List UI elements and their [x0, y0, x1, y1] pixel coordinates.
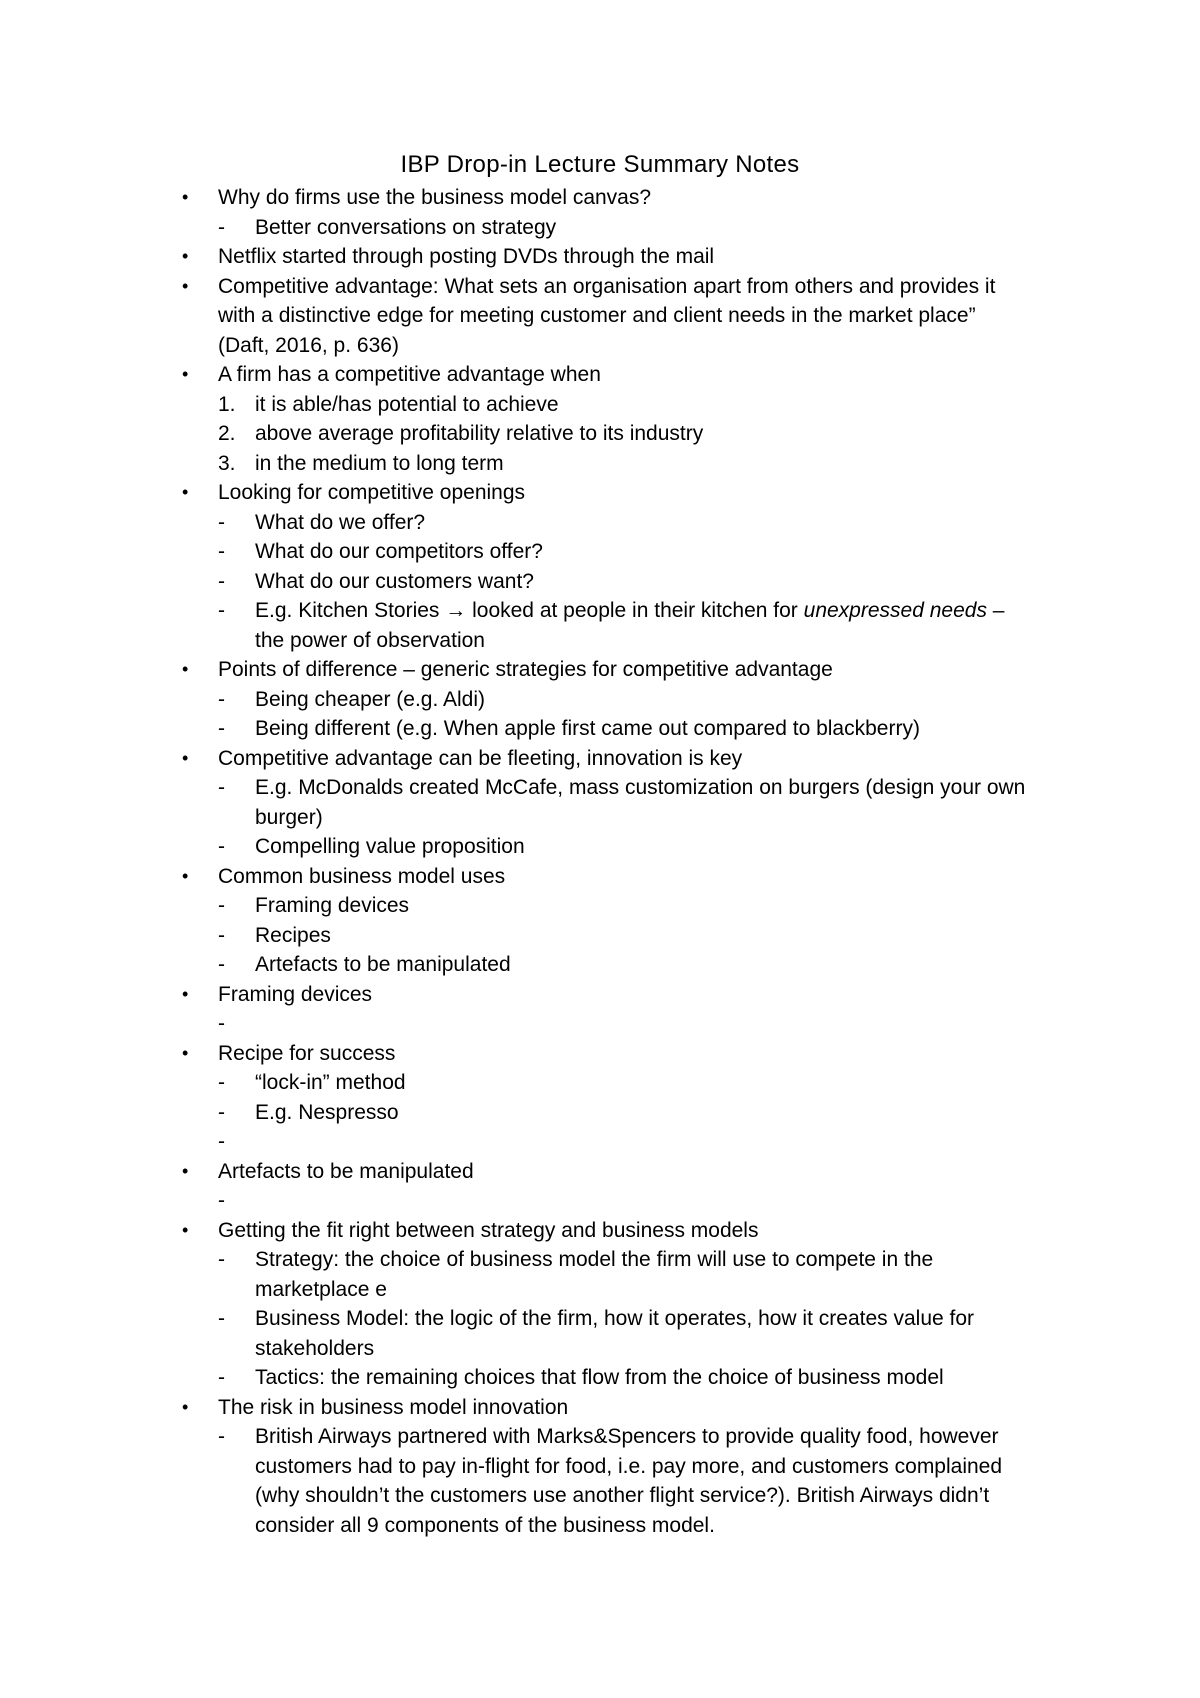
line-text: customers had to pay in-flight for food, i.e. pay more, and customers complained: [255, 1454, 1003, 1478]
line-text: Better conversations on strategy: [255, 215, 557, 239]
dash-icon: -: [218, 540, 225, 563]
bullet-icon: •: [182, 983, 189, 1004]
bullet-item: [0, 1393, 1200, 1423]
line-text: Strategy: the choice of business model the firm will use to compete in the: [255, 1248, 934, 1271]
line-text: it is able/has potential to achieve: [255, 392, 559, 416]
line-text: Tactics: the remaining choices that flow from the choice of business model: [255, 1366, 944, 1389]
emphasis-text: unexpressed needs: [803, 599, 987, 622]
bullet-icon: •: [182, 865, 189, 886]
dash-icon: -: [218, 923, 225, 947]
line-text: (Daft, 2016, p. 636): [218, 333, 399, 357]
bullet-item: [0, 862, 1200, 892]
bullet-item: [0, 655, 1200, 685]
arrow-icon: →: [445, 599, 467, 622]
bullet-icon: •: [182, 187, 189, 207]
line-text: What do we offer?: [255, 510, 426, 534]
line-text: consider all 9 components of the business model.: [255, 1513, 715, 1537]
bullet-icon: •: [182, 1042, 189, 1063]
sub-item: [0, 1068, 1200, 1098]
sub-item: [0, 773, 1200, 803]
dash-icon: -: [218, 1130, 225, 1153]
dash-icon: -: [218, 687, 225, 711]
sub-item: [0, 1245, 1200, 1275]
sub-item: [0, 596, 1200, 626]
line-text: What do our customers want?: [255, 569, 534, 593]
bullet-icon: •: [182, 246, 189, 266]
line-text: Looking for competitive openings: [218, 481, 526, 504]
dash-icon: -: [218, 1100, 225, 1124]
sub-item: [0, 213, 1200, 243]
line-text: British Airways partnered with Marks&Spencers to provide quality food, however: [255, 1425, 999, 1448]
sub-item: [0, 1304, 1200, 1334]
line-text: burger): [255, 805, 323, 829]
list-number: 1.: [218, 392, 236, 416]
text-fragment: E.g. Kitchen Stories: [255, 599, 446, 622]
line-text: Netflix started through posting DVDs through the mail: [218, 245, 715, 268]
continuation-line: [0, 1511, 1200, 1541]
text-fragment: looked at people in their kitchen for: [466, 599, 804, 622]
sub-item: [0, 1009, 1200, 1039]
bullet-item: [0, 744, 1200, 774]
bullet-icon: •: [182, 1160, 189, 1181]
page-title: IBP Drop-in Lecture Summary Notes: [400, 151, 800, 178]
line-text: [255, 596, 1004, 626]
bullet-icon: •: [182, 364, 189, 384]
dash-icon: -: [218, 1071, 225, 1094]
line-text: Common business model uses: [218, 864, 506, 888]
continuation-line: [0, 803, 1200, 833]
line-text: A firm has a competitive advantage when: [218, 363, 601, 386]
bullet-icon: •: [182, 1219, 189, 1240]
line-text: stakeholders: [255, 1336, 375, 1360]
bullet-icon: •: [182, 482, 189, 502]
dash-icon: -: [218, 1366, 225, 1389]
dash-icon: -: [218, 835, 225, 858]
line-text: Artefacts to be manipulated: [255, 953, 511, 976]
line-text: Being cheaper (e.g. Aldi): [255, 687, 485, 711]
line-text: Business Model: the logic of the firm, how it operates, how it creates value for: [255, 1307, 975, 1330]
line-text: E.g. McDonalds created McCafe, mass customization on burgers (design your own: [255, 776, 1026, 799]
continuation-line: [0, 626, 1200, 656]
sub-item: [0, 567, 1200, 597]
bullet-item: [0, 1157, 1200, 1187]
bullet-item: [0, 478, 1200, 508]
line-text: Framing devices: [255, 894, 410, 917]
text-fragment: –: [986, 599, 1005, 622]
bullet-item: [0, 242, 1200, 272]
sub-item: [0, 1186, 1200, 1216]
dash-icon: -: [218, 717, 225, 740]
dash-icon: -: [218, 599, 225, 622]
line-text: “lock-in” method: [255, 1071, 406, 1094]
line-text: with a distinctive edge for meeting customer and client needs in the market place”: [218, 304, 976, 327]
sub-item: [0, 832, 1200, 862]
dash-icon: -: [218, 1248, 225, 1271]
bullet-icon: •: [182, 747, 189, 768]
line-text: Recipe for success: [218, 1041, 396, 1065]
sub-item: [0, 1422, 1200, 1452]
dash-icon: -: [218, 1189, 225, 1212]
line-text: in the medium to long term: [255, 451, 504, 475]
bullet-item: [0, 183, 1200, 213]
sub-item: [0, 685, 1200, 715]
sub-item: [0, 921, 1200, 951]
continuation-line: [0, 331, 1200, 361]
sub-item: [0, 1127, 1200, 1157]
line-text: Being different (e.g. When apple first came out compared to blackberry): [255, 717, 920, 740]
dash-icon: -: [218, 215, 225, 239]
sub-item: [0, 714, 1200, 744]
numbered-item: [0, 419, 1200, 449]
dash-icon: -: [218, 510, 225, 534]
list-number: 2.: [218, 422, 236, 445]
line-text: The risk in business model innovation: [218, 1395, 569, 1419]
line-text: What do our competitors offer?: [255, 540, 543, 563]
line-text: Competitive advantage can be fleeting, innovation is key: [218, 746, 743, 770]
bullet-icon: •: [182, 275, 189, 296]
dash-icon: -: [218, 776, 225, 799]
bullet-item: [0, 1039, 1200, 1069]
dash-icon: -: [218, 1307, 225, 1330]
line-text: Compelling value proposition: [255, 835, 525, 858]
line-text: Framing devices: [218, 982, 373, 1006]
dash-icon: -: [218, 1012, 225, 1035]
line-text: Competitive advantage: What sets an organisation apart from others and provides it: [218, 274, 996, 298]
sub-item: [0, 950, 1200, 980]
dash-icon: -: [218, 1425, 225, 1448]
line-text: (why shouldn’t the customers use another flight service?). British Airways didn’t: [255, 1484, 990, 1507]
bullet-icon: •: [182, 1396, 189, 1417]
bullet-item: [0, 360, 1200, 390]
sub-item: [0, 891, 1200, 921]
continuation-line: [0, 1481, 1200, 1511]
line-text: Points of difference – generic strategies for competitive advantage: [218, 658, 833, 681]
sub-item: [0, 1363, 1200, 1393]
sub-item: [0, 508, 1200, 538]
sub-item: [0, 1098, 1200, 1128]
continuation-line: [0, 1275, 1200, 1305]
notes-list: [0, 183, 1200, 1540]
line-text: Why do firms use the business model canvas?: [218, 186, 652, 209]
line-text: above average profitability relative to its industry: [255, 422, 704, 445]
continuation-line: [0, 1452, 1200, 1482]
dash-icon: -: [218, 569, 225, 593]
dash-icon: -: [218, 894, 225, 917]
line-text: marketplace e: [255, 1277, 387, 1301]
line-text: the power of observation: [255, 628, 485, 652]
bullet-item: [0, 980, 1200, 1010]
line-text: Artefacts to be manipulated: [218, 1159, 474, 1183]
sub-item: [0, 537, 1200, 567]
continuation-line: [0, 301, 1200, 331]
numbered-item: [0, 390, 1200, 420]
bullet-item: [0, 272, 1200, 302]
bullet-icon: •: [182, 659, 189, 679]
line-text: Recipes: [255, 923, 331, 947]
numbered-item: [0, 449, 1200, 479]
bullet-item: [0, 1216, 1200, 1246]
continuation-line: [0, 1334, 1200, 1364]
line-text: E.g. Nespresso: [255, 1100, 399, 1124]
line-text: Getting the fit right between strategy and business models: [218, 1218, 759, 1242]
list-number: 3.: [218, 451, 236, 475]
dash-icon: -: [218, 953, 225, 976]
